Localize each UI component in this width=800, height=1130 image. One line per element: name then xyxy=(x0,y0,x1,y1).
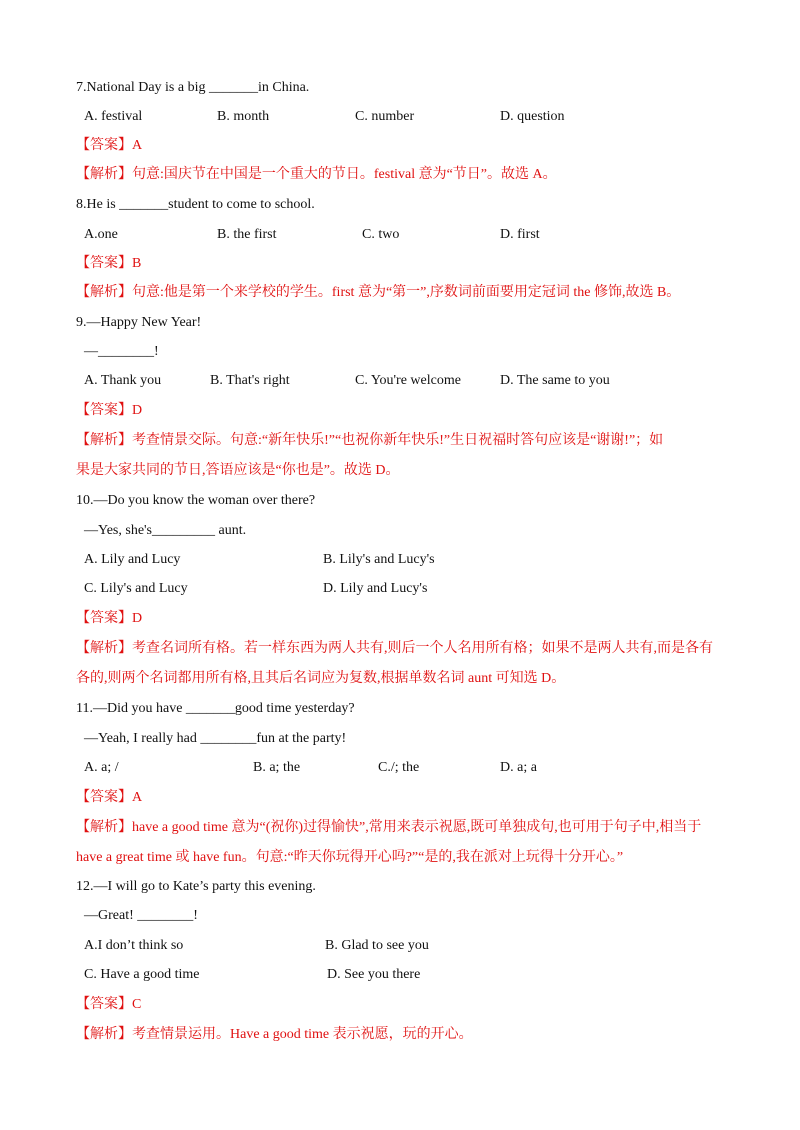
question-8-option-a: A.one xyxy=(84,227,118,242)
question-8-option-b: B. the first xyxy=(217,227,277,242)
question-11-response: —Yeah, I really had ________fun at the party! xyxy=(84,731,347,746)
question-12-analysis: 【解析】考查情景运用。Have a good time 表示祝愿，玩的开心。 xyxy=(76,1027,473,1042)
question-8-analysis: 【解析】句意:他是第一个来学校的学生。first 意为“第一”,序数词前面要用定冠词 the 修饰,故选 B。 xyxy=(76,285,681,300)
question-7-option-c: C. number xyxy=(355,109,415,124)
question-9-answer: 【答案】D xyxy=(76,403,143,418)
question-10-response: —Yes, she's_________ aunt. xyxy=(84,523,247,538)
question-9-option-a: A. Thank you xyxy=(84,373,162,388)
question-9-option-b: B. That's right xyxy=(210,373,290,388)
question-10-option-b: B. Lily's and Lucy's xyxy=(323,552,435,567)
question-8-answer: 【答案】B xyxy=(76,256,142,271)
question-12-option-c: C. Have a good time xyxy=(84,967,200,982)
question-7-analysis: 【解析】句意:国庆节在中国是一个重大的节日。festival 意为“节日”。故选 A。 xyxy=(76,167,557,182)
question-11-option-b: B. a; the xyxy=(253,760,301,775)
question-8-stem: 8.He is _______student to come to school. xyxy=(76,197,315,212)
question-7-answer: 【答案】A xyxy=(76,138,143,153)
question-8-option-d: D. first xyxy=(500,227,540,242)
question-12-response: —Great! ________! xyxy=(84,908,198,923)
question-7-stem: 7.National Day is a big _______in China. xyxy=(76,80,310,95)
question-7-option-b: B. month xyxy=(217,109,270,124)
question-9-response: —________! xyxy=(84,344,159,359)
question-11-option-c: C./; the xyxy=(378,760,420,775)
question-10-analysis-line-2: 各的,则两个名词都用所有格,且其后名词应为复数,根据单数名词 aunt 可知选 D。 xyxy=(76,671,566,686)
question-9-analysis-line-1: 【解析】考查情景交际。句意:“新年快乐!”“也祝你新年快乐!”生日祝福时答句应该是“谢谢!”；如 xyxy=(76,433,664,448)
question-10-option-a: A. Lily and Lucy xyxy=(84,552,181,567)
question-12-option-a: A.I don’t think so xyxy=(84,938,184,953)
question-12-answer: 【答案】C xyxy=(76,997,142,1012)
question-11-analysis-line-1: 【解析】have a good time 意为“(祝你)过得愉快”,常用来表示祝愿,既可单独成句,也可用于句子中,相当于 xyxy=(76,820,702,835)
question-11-option-a: A. a; / xyxy=(84,760,119,775)
question-9-analysis-line-2: 果是大家共同的节日,答语应该是“你也是”。故选 D。 xyxy=(76,463,400,478)
question-12-option-d: D. See you there xyxy=(327,967,421,982)
question-9-option-d: D. The same to you xyxy=(500,373,610,388)
question-11-option-d: D. a; a xyxy=(500,760,537,775)
question-10-answer: 【答案】D xyxy=(76,611,143,626)
question-12-option-b: B. Glad to see you xyxy=(325,938,429,953)
question-11-answer: 【答案】A xyxy=(76,790,143,805)
question-10-analysis-line-1: 【解析】考查名词所有格。若一样东西为两人共有,则后一个人名用所有格；如果不是两人共有,而是各有 xyxy=(76,641,713,656)
question-12-stem: 12.—I will go to Kate’s party this evening. xyxy=(76,879,316,894)
question-11-stem: 11.—Did you have _______good time yesterday? xyxy=(76,701,355,716)
question-10-option-c: C. Lily's and Lucy xyxy=(84,581,188,596)
question-9-stem: 9.—Happy New Year! xyxy=(76,315,202,330)
question-11-analysis-line-2: have a great time 或 have fun。句意:“昨天你玩得开心吗?”“是的,我在派对上玩得十分开心。” xyxy=(76,850,624,865)
question-9-option-c: C. You're welcome xyxy=(355,373,461,388)
question-8-option-c: C. two xyxy=(362,227,400,242)
question-7-option-a: A. festival xyxy=(84,109,143,124)
question-10-option-d: D. Lily and Lucy's xyxy=(323,581,428,596)
question-7-option-d: D. question xyxy=(500,109,565,124)
question-10-stem: 10.—Do you know the woman over there? xyxy=(76,493,316,508)
